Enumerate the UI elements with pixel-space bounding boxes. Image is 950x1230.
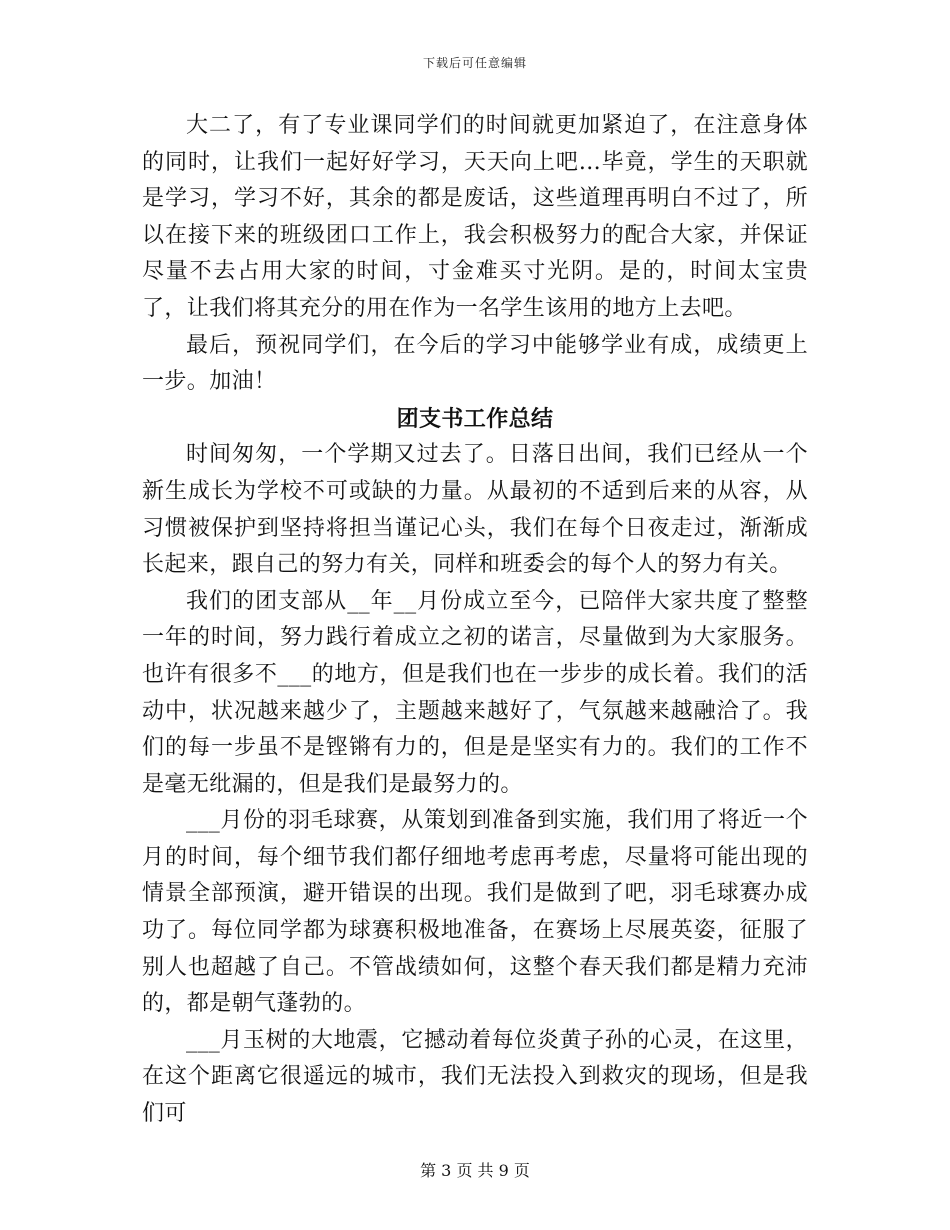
section-title: 团支书工作总结 <box>396 405 554 432</box>
page-footer: 第 3 页 共 9 页 <box>420 1161 530 1180</box>
paragraph-6: ___月玉树的大地震，它撼动着每位炎黄子孙的心灵，在这里，在这个距离它很遥远的城市，我们无法投入到救灾的现场，但是我们可 <box>142 1027 808 1127</box>
paragraph-2: 最后，预祝同学们，在今后的学习中能够学业有成，成绩更上一步。加油！ <box>142 332 808 395</box>
paragraph-5: ___月份的羽毛球赛，从策划到准备到实施，我们用了将近一个月的时间，每个细节我们都仔细地考虑再考虑，尽量将可能出现的情景全部预演，避开错误的出现。我们是做到了吧，羽毛球赛办成功了。每位同学都为球赛积极地准备，在赛场上尽展英姿，征服了别人也超越了自己。不管战绩如何，这整个春天我们都是精力充沛的，都是朝气蓬勃的。 <box>142 808 808 1017</box>
paragraph-4: 我们的团支部从__年__月份成立至今，已陪伴大家共度了整整一年的时间，努力践行着成立之初的诺言，尽量做到为大家服务。也许有很多不___的地方，但是我们也在一步步的成长着。我们的活动中，状况越来越少了，主题越来越好了，气氛越来越融洽了。我们的每一步虽不是铿锵有力的，但是是坚实有力的。我们的工作不是毫无纰漏的，但是我们是最努力的。 <box>142 588 808 797</box>
paragraph-3: 时间匆匆，一个学期又过去了。日落日出间，我们已经从一个新生成长为学校不可或缺的力量。从最初的不适到后来的从容，从习惯被保护到坚持将担当谨记心头，我们在每个日夜走过，渐渐成长起来，跟自己的努力有关，同样和班委会的每个人的努力有关。 <box>142 442 808 578</box>
document-body <box>142 108 808 1133</box>
page-header: 下载后可任意编辑 <box>422 56 527 70</box>
paragraph-1: 大二了，有了专业课同学们的时间就更加紧迫了，在注意身体的同时，让我们一起好好学习，天天向上吧...毕竟，学生的天职就是学习，学习不好，其余的都是废话，这些道理再明白不过了，所以在接下来的班级团口工作上，我会积极努力的配合大家，并保证尽量不去占用大家的时间，寸金难买寸光阴。是的，时间太宝贵了，让我们将其充分的用在作为一名学生该用的地方上去吧。 <box>142 113 808 321</box>
